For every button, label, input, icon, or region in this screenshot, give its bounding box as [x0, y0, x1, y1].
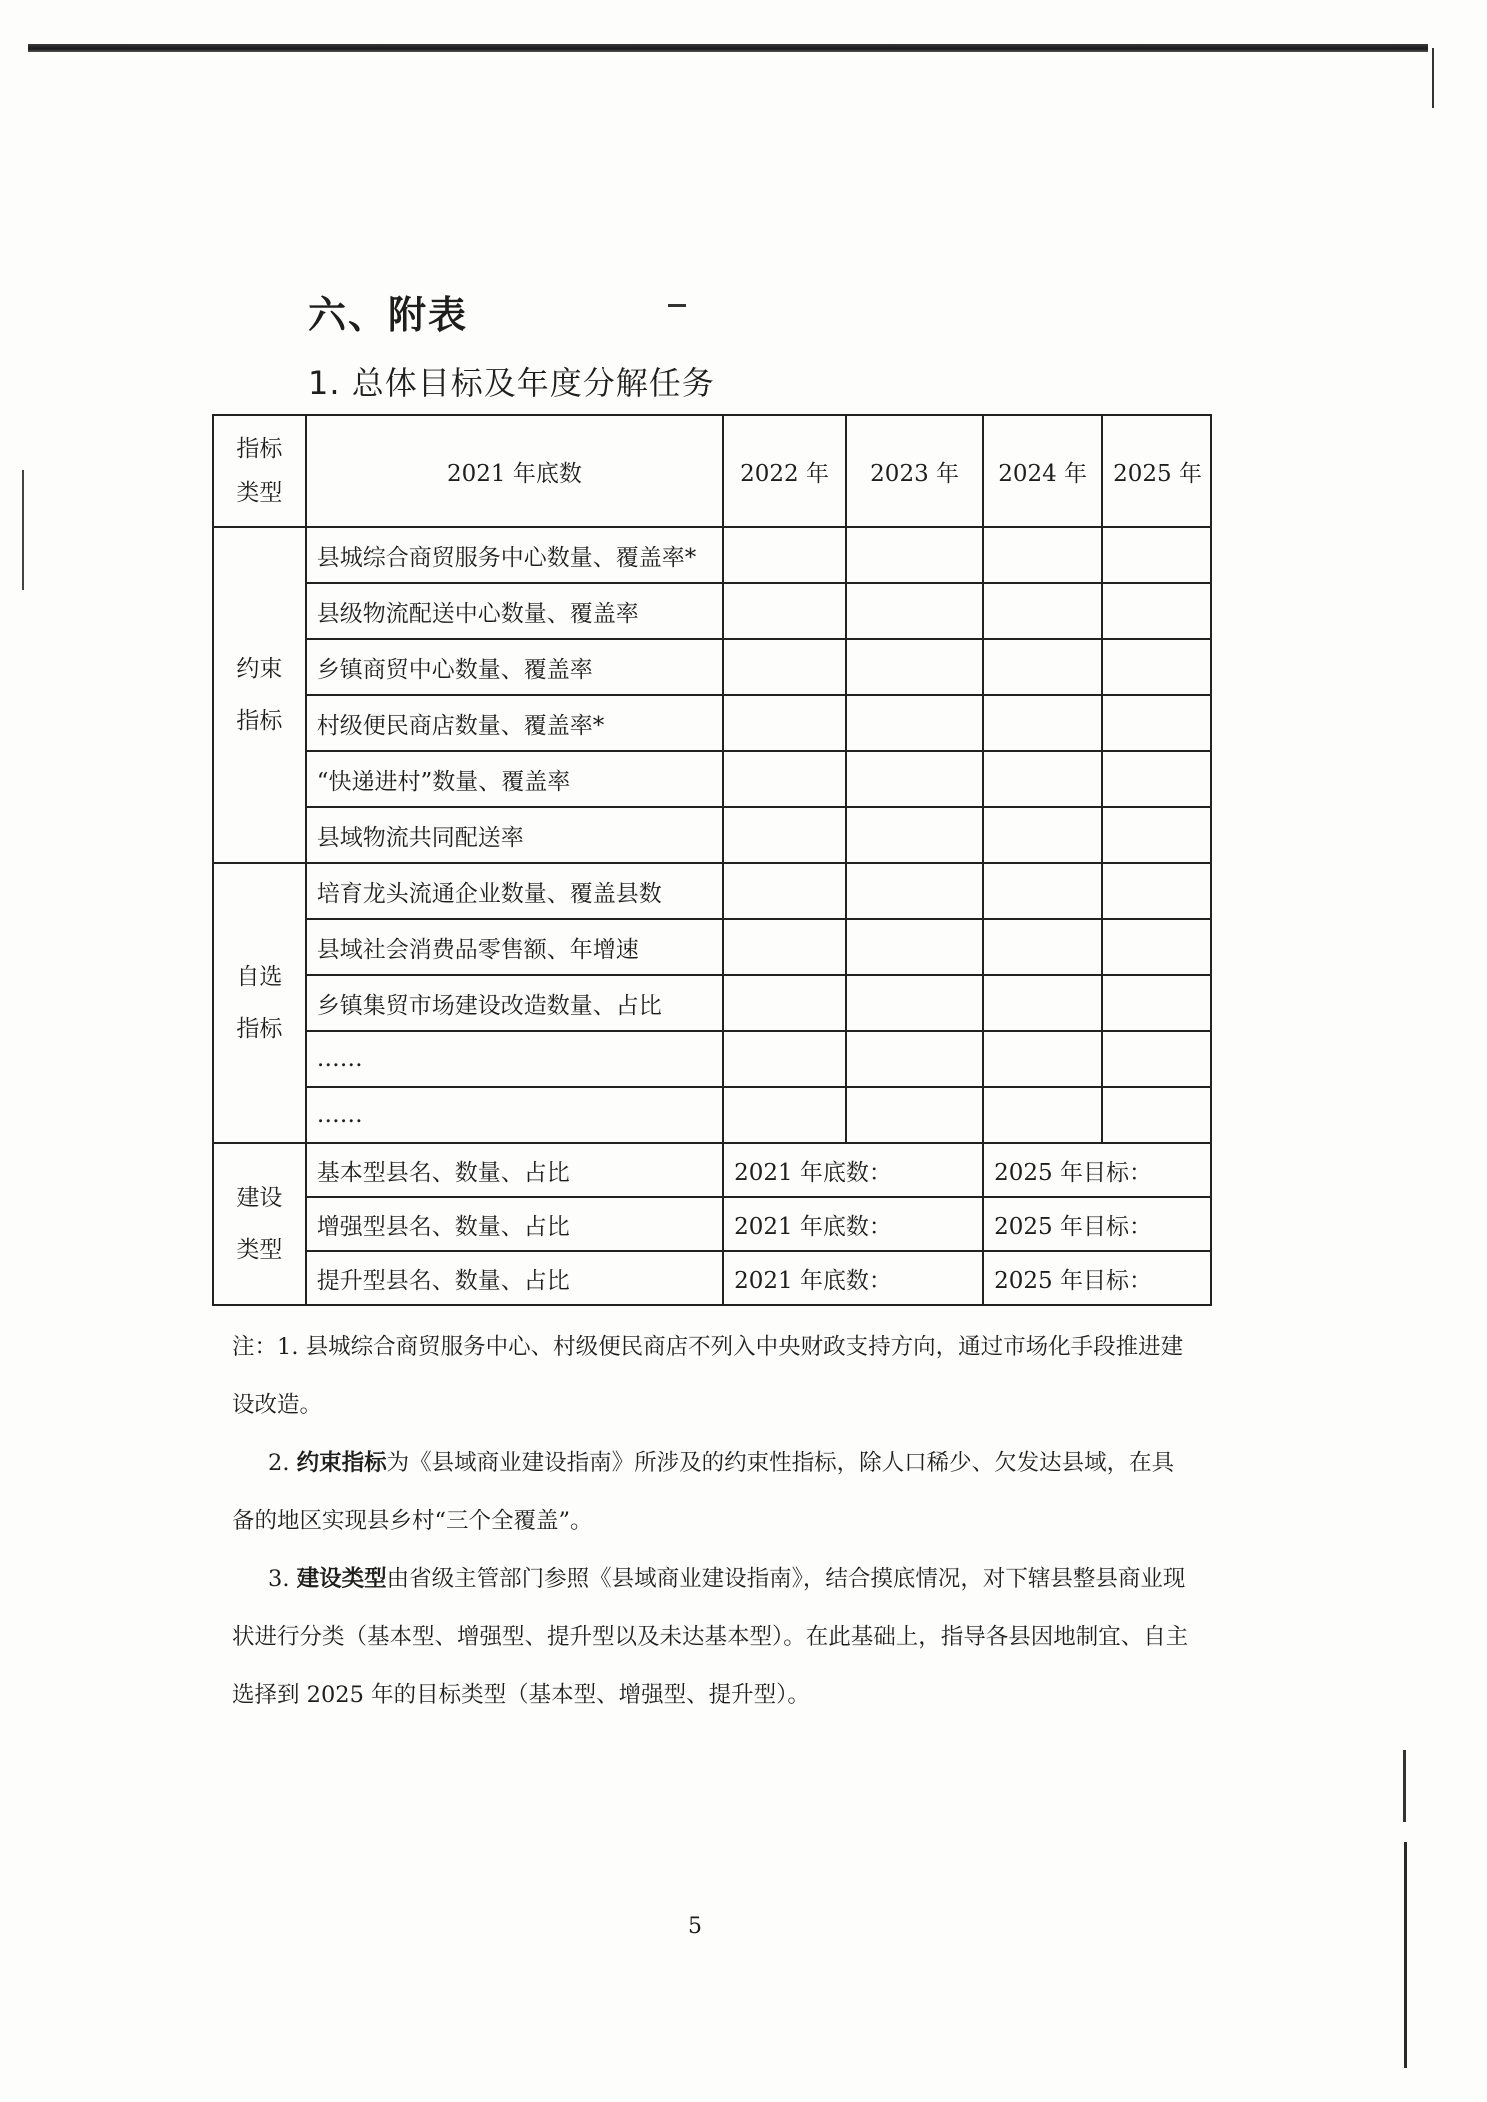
note-2-text: 为《县域商业建设指南》所涉及的约束性指标，除人口稀少、欠发达县域，在具备的地区实现县乡村“三个全覆盖”。	[232, 1450, 1175, 1534]
table-row	[213, 751, 1211, 807]
cell-2025	[1102, 583, 1211, 639]
category-line1: 建设	[236, 1185, 283, 1211]
indicator-label: 培育龙头流通企业数量、覆盖县数	[306, 863, 723, 919]
note-1: 注：1. 县城综合商贸服务中心、村级便民商店不列入中央财政支持方向，通过市场化手段推进建设改造。	[232, 1334, 1184, 1418]
note-3	[232, 1550, 1192, 1724]
cell-2023	[846, 583, 983, 639]
indicator-label: ……	[306, 1087, 723, 1143]
table-title: 1. 总体目标及年度分解任务	[308, 364, 715, 402]
targets-table	[212, 414, 1212, 1306]
cell-2023	[846, 863, 983, 919]
cell-2022	[723, 919, 846, 975]
header-year-2025: 2025 年	[1102, 415, 1211, 527]
build-type-label: 提升型县名、数量、占比	[306, 1251, 723, 1305]
note-3-term: 建设类型	[296, 1566, 387, 1592]
build-target-cell: 2025 年目标：	[983, 1197, 1211, 1251]
category-line2: 指标	[236, 708, 283, 734]
table-row	[213, 1197, 1211, 1251]
note-3-text: 由省级主管部门参照《县域商业建设指南》，结合摸底情况，对下辖县整县商业现状进行分类（基本型、增强型、提升型以及未达基本型）。在此基础上，指导各县因地制宜、自主选择到 2025 年的目标类型（基本型、增强型、提升型）。	[232, 1566, 1189, 1708]
cell-2022	[723, 1087, 846, 1143]
cell-2022	[723, 807, 846, 863]
cell-2025	[1102, 807, 1211, 863]
scan-edge-mark	[1403, 1750, 1406, 1822]
category-build-type	[213, 1143, 306, 1305]
cell-2023	[846, 1031, 983, 1087]
scan-edge-mark	[22, 470, 24, 590]
cell-2025	[1102, 1087, 1211, 1143]
category-line1: 约束	[236, 656, 283, 682]
table-row	[213, 1251, 1211, 1305]
scan-top-border	[28, 44, 1428, 52]
build-base-cell: 2021 年底数：	[723, 1197, 983, 1251]
header-year-2022: 2022 年	[723, 415, 846, 527]
cell-2024	[983, 1031, 1102, 1087]
table-row	[213, 863, 1211, 919]
cell-2025	[1102, 751, 1211, 807]
cell-2024	[983, 807, 1102, 863]
table-row	[213, 695, 1211, 751]
header-type-line2: 类型	[236, 480, 283, 506]
build-type-label: 增强型县名、数量、占比	[306, 1197, 723, 1251]
scan-edge-mark	[1432, 48, 1434, 108]
table-row	[213, 1087, 1211, 1143]
cell-2025	[1102, 863, 1211, 919]
cell-2024	[983, 863, 1102, 919]
cell-2023	[846, 807, 983, 863]
header-indicator-type	[213, 415, 306, 527]
indicator-label: ……	[306, 1031, 723, 1087]
build-base-cell: 2021 年底数：	[723, 1143, 983, 1197]
build-target-cell: 2025 年目标：	[983, 1251, 1211, 1305]
cell-2022	[723, 863, 846, 919]
section-heading: 六、附表	[308, 293, 469, 337]
category-line2: 指标	[236, 1016, 283, 1042]
cell-2022	[723, 751, 846, 807]
indicator-label: 乡镇集贸市场建设改造数量、占比	[306, 975, 723, 1031]
cell-2025	[1102, 695, 1211, 751]
cell-2025	[1102, 919, 1211, 975]
cell-2023	[846, 639, 983, 695]
page-number: 5	[688, 1914, 702, 1939]
cell-2025	[1102, 1031, 1211, 1087]
build-base-cell: 2021 年底数：	[723, 1251, 983, 1305]
cell-2024	[983, 527, 1102, 583]
indicator-label: 县域物流共同配送率	[306, 807, 723, 863]
build-target-cell: 2025 年目标：	[983, 1143, 1211, 1197]
category-optional-indicators	[213, 863, 306, 1143]
cell-2022	[723, 527, 846, 583]
scan-dash-mark	[668, 304, 686, 307]
category-binding-indicators	[213, 527, 306, 863]
cell-2022	[723, 975, 846, 1031]
table-notes	[232, 1318, 1192, 1724]
cell-2023	[846, 527, 983, 583]
cell-2022	[723, 639, 846, 695]
cell-2024	[983, 695, 1102, 751]
cell-2023	[846, 919, 983, 975]
cell-2025	[1102, 527, 1211, 583]
table-row	[213, 1031, 1211, 1087]
table-row	[213, 1143, 1211, 1197]
cell-2024	[983, 639, 1102, 695]
indicator-label: 乡镇商贸中心数量、覆盖率	[306, 639, 723, 695]
table-row	[213, 583, 1211, 639]
cell-2024	[983, 751, 1102, 807]
category-line1: 自选	[236, 964, 283, 990]
cell-2024	[983, 1087, 1102, 1143]
cell-2024	[983, 975, 1102, 1031]
cell-2022	[723, 1031, 846, 1087]
header-type-line1: 指标	[236, 436, 283, 462]
cell-2025	[1102, 975, 1211, 1031]
table-row	[213, 639, 1211, 695]
note-2-term: 约束指标	[296, 1450, 387, 1476]
cell-2022	[723, 695, 846, 751]
note-2	[232, 1434, 1192, 1550]
indicator-label: 县域社会消费品零售额、年增速	[306, 919, 723, 975]
cell-2025	[1102, 639, 1211, 695]
cell-2023	[846, 975, 983, 1031]
cell-2022	[723, 583, 846, 639]
header-year-2024: 2024 年	[983, 415, 1102, 527]
scan-edge-mark	[1404, 1842, 1407, 2068]
table-row	[213, 527, 1211, 583]
cell-2023	[846, 1087, 983, 1143]
indicator-label: “快递进村”数量、覆盖率	[306, 751, 723, 807]
indicator-label: 村级便民商店数量、覆盖率*	[306, 695, 723, 751]
cell-2024	[983, 583, 1102, 639]
cell-2023	[846, 751, 983, 807]
table-header-row	[213, 415, 1211, 527]
cell-2024	[983, 919, 1102, 975]
header-base-year: 2021 年底数	[306, 415, 723, 527]
table-row	[213, 919, 1211, 975]
note-3-number: 3.	[268, 1566, 297, 1592]
cell-2023	[846, 695, 983, 751]
indicator-label: 县级物流配送中心数量、覆盖率	[306, 583, 723, 639]
indicator-label: 县城综合商贸服务中心数量、覆盖率*	[306, 527, 723, 583]
build-type-label: 基本型县名、数量、占比	[306, 1143, 723, 1197]
note-2-number: 2.	[268, 1450, 297, 1476]
category-line2: 类型	[236, 1237, 283, 1263]
table-row	[213, 807, 1211, 863]
header-year-2023: 2023 年	[846, 415, 983, 527]
table-row	[213, 975, 1211, 1031]
